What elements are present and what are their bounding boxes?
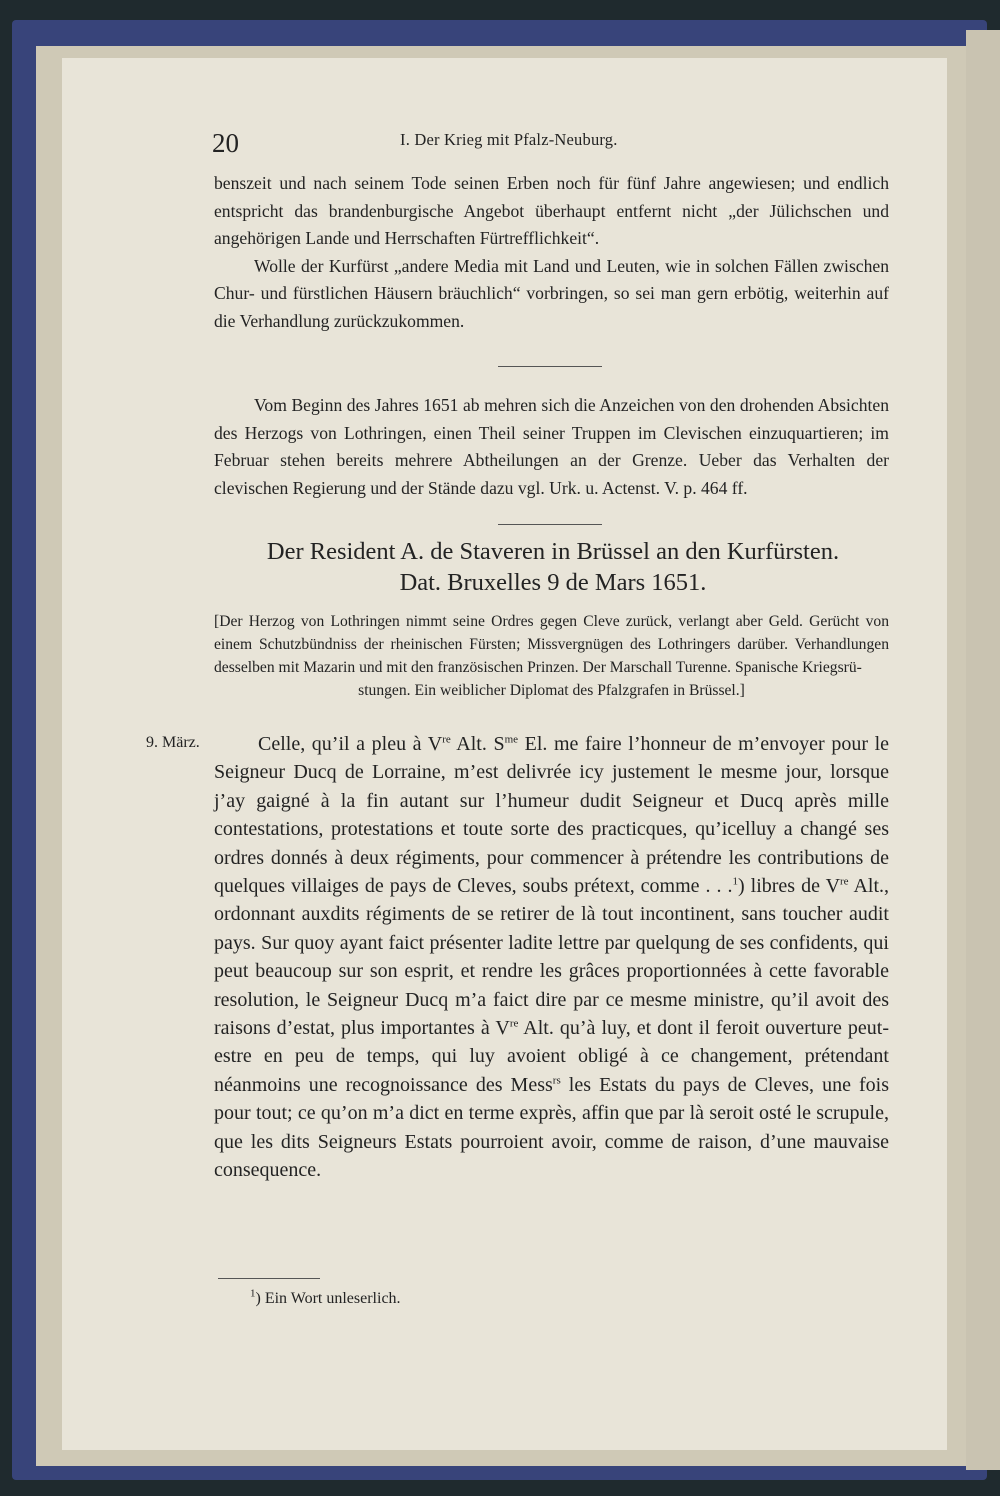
context-note bbox=[214, 392, 889, 502]
letter-text bbox=[214, 730, 889, 1185]
summary-text: [Der Herzog von Lothringen nimmt seine Ordres gegen Cleve zurück, verlangt aber Geld. Gerücht von einem Schutzbündniss der rheinischen Fürsten; Missvergnügen des Lothringers darüber. Verhandlungen desselben mit Mazarin und mit den französischen Prinzen. Der Marschall Turenne. Spanische Kriegsrü- bbox=[214, 613, 889, 676]
margin-date: 9. März. bbox=[146, 734, 200, 751]
intro-paragraph-1: benszeit und nach seinem Tode seinen Erben noch für fünf Jahre angewiesen; und endlich entspricht das brandenburgische Angebot überhaupt entfernt nicht „der Jülichschen und angehörigen Lande und Herrschaften Fürtrefflichkeit“. bbox=[214, 173, 889, 248]
superscript: re bbox=[442, 733, 451, 746]
letter-segment: Alt., ordonnant auxdits régiments de se retirer de là tout incontinent, sans toucher audit pays. Sur quoy ayant faict présenter ladite lettre par quelqung de ses confidents, qui peut beaucoup sur son esprit, et rendre les grâces proportionnées à cette favorable resolution, le Seigneur Ducq m’a faict dire par ce mesme ministre, qu’il avoit des raisons d’estat, plus importantes à V bbox=[214, 875, 889, 1040]
letter-segment: ) libres de V bbox=[738, 875, 841, 898]
running-title: I. Der Krieg mit Pfalz-Neuburg. bbox=[400, 130, 618, 149]
section-divider-2 bbox=[498, 524, 602, 525]
section-divider-1 bbox=[498, 366, 602, 367]
summary-abstract bbox=[214, 610, 889, 702]
facing-page-edge bbox=[966, 30, 1000, 1470]
context-paragraph-text: Vom Beginn des Jahres 1651 ab mehren sich die Anzeichen von den drohenden Absichten des Herzogs von Lothringen, einen Theil seiner Truppen im Clevischen einzuquartieren; im Februar stehen bereits mehrere Abtheilungen an der Grenze. Ueber das Verhalten der clevischen Regierung und der Stände dazu vgl. Urk. u. Actenst. V. p. 464 ff. bbox=[214, 395, 889, 498]
page-header bbox=[214, 128, 892, 158]
letter-segment: Alt. qu’à luy, et dont il feroit ouverture peut-estre en peu de temps, qui luy avoient obligé à ce changement, prétendant néanmoins une recognoissance des Mess bbox=[214, 1017, 889, 1096]
footnote-mark: 1 bbox=[250, 1287, 256, 1300]
letter-segment: El. me faire l’honneur de m’envoyer pour le Seigneur Ducq de Lorraine, m’est delivrée icy justement le mesme jour, lorsque j’ay gaigné à la fin autant sur l’humeur dudit Seigneur et Ducq après mille contestations, protestations et toute sorte des practicques, qu’icelluy a changé ses ordres donnés à deux régiments, pour commencer à prétendre les contributions de quelques villaiges de pays de Cleves, soubs prétext, comme . . . bbox=[214, 733, 890, 898]
footnote-reference: 1 bbox=[732, 875, 738, 888]
letter-segment: Alt. S bbox=[450, 733, 505, 755]
intro-paragraph-2-text: Wolle der Kurfürst „andere Media mit Land und Leuten, wie in solchen Fällen zwischen Chur- und fürstlichen Häusern bräuchlich“ vorbringen, so sei man gern erbötig, weiterhin auf die Verhandlung zurückzukommen. bbox=[214, 255, 889, 331]
superscript: re bbox=[840, 875, 849, 888]
summary-last-line: stungen. Ein weiblicher Diplomat des Pfalzgrafen in Brüssel.] bbox=[358, 682, 745, 699]
footnote-text: ) Ein Wort unleserlich. bbox=[255, 1290, 401, 1307]
heading-line-1: Der Resident A. de Staveren in Brüssel an den Kurfürsten. bbox=[266, 538, 840, 565]
superscript: me bbox=[504, 733, 519, 746]
context-paragraph bbox=[214, 392, 889, 502]
intro-text bbox=[214, 170, 889, 335]
letter-segment: Celle, qu’il a pleu à V bbox=[258, 733, 443, 755]
letter-segment: les Estats du pays de Cleves, une fois pour tout; ce qu’on m’a dict en terme exprès, affin que par là seroit osté le scrupule, que les dits Seigneurs Estats pourroient avoir, comme de raison, d’une mauvaise consequence. bbox=[214, 1073, 889, 1182]
intro-paragraph-2 bbox=[214, 253, 889, 336]
document-heading bbox=[214, 536, 892, 598]
superscript: re bbox=[509, 1017, 519, 1030]
footnote bbox=[250, 1287, 401, 1308]
superscript: rs bbox=[552, 1074, 561, 1087]
footnote-divider bbox=[218, 1278, 320, 1279]
heading-line-2: Dat. Bruxelles 9 de Mars 1651. bbox=[399, 569, 707, 596]
page-number: 20 bbox=[212, 128, 239, 158]
book-page bbox=[62, 58, 947, 1450]
